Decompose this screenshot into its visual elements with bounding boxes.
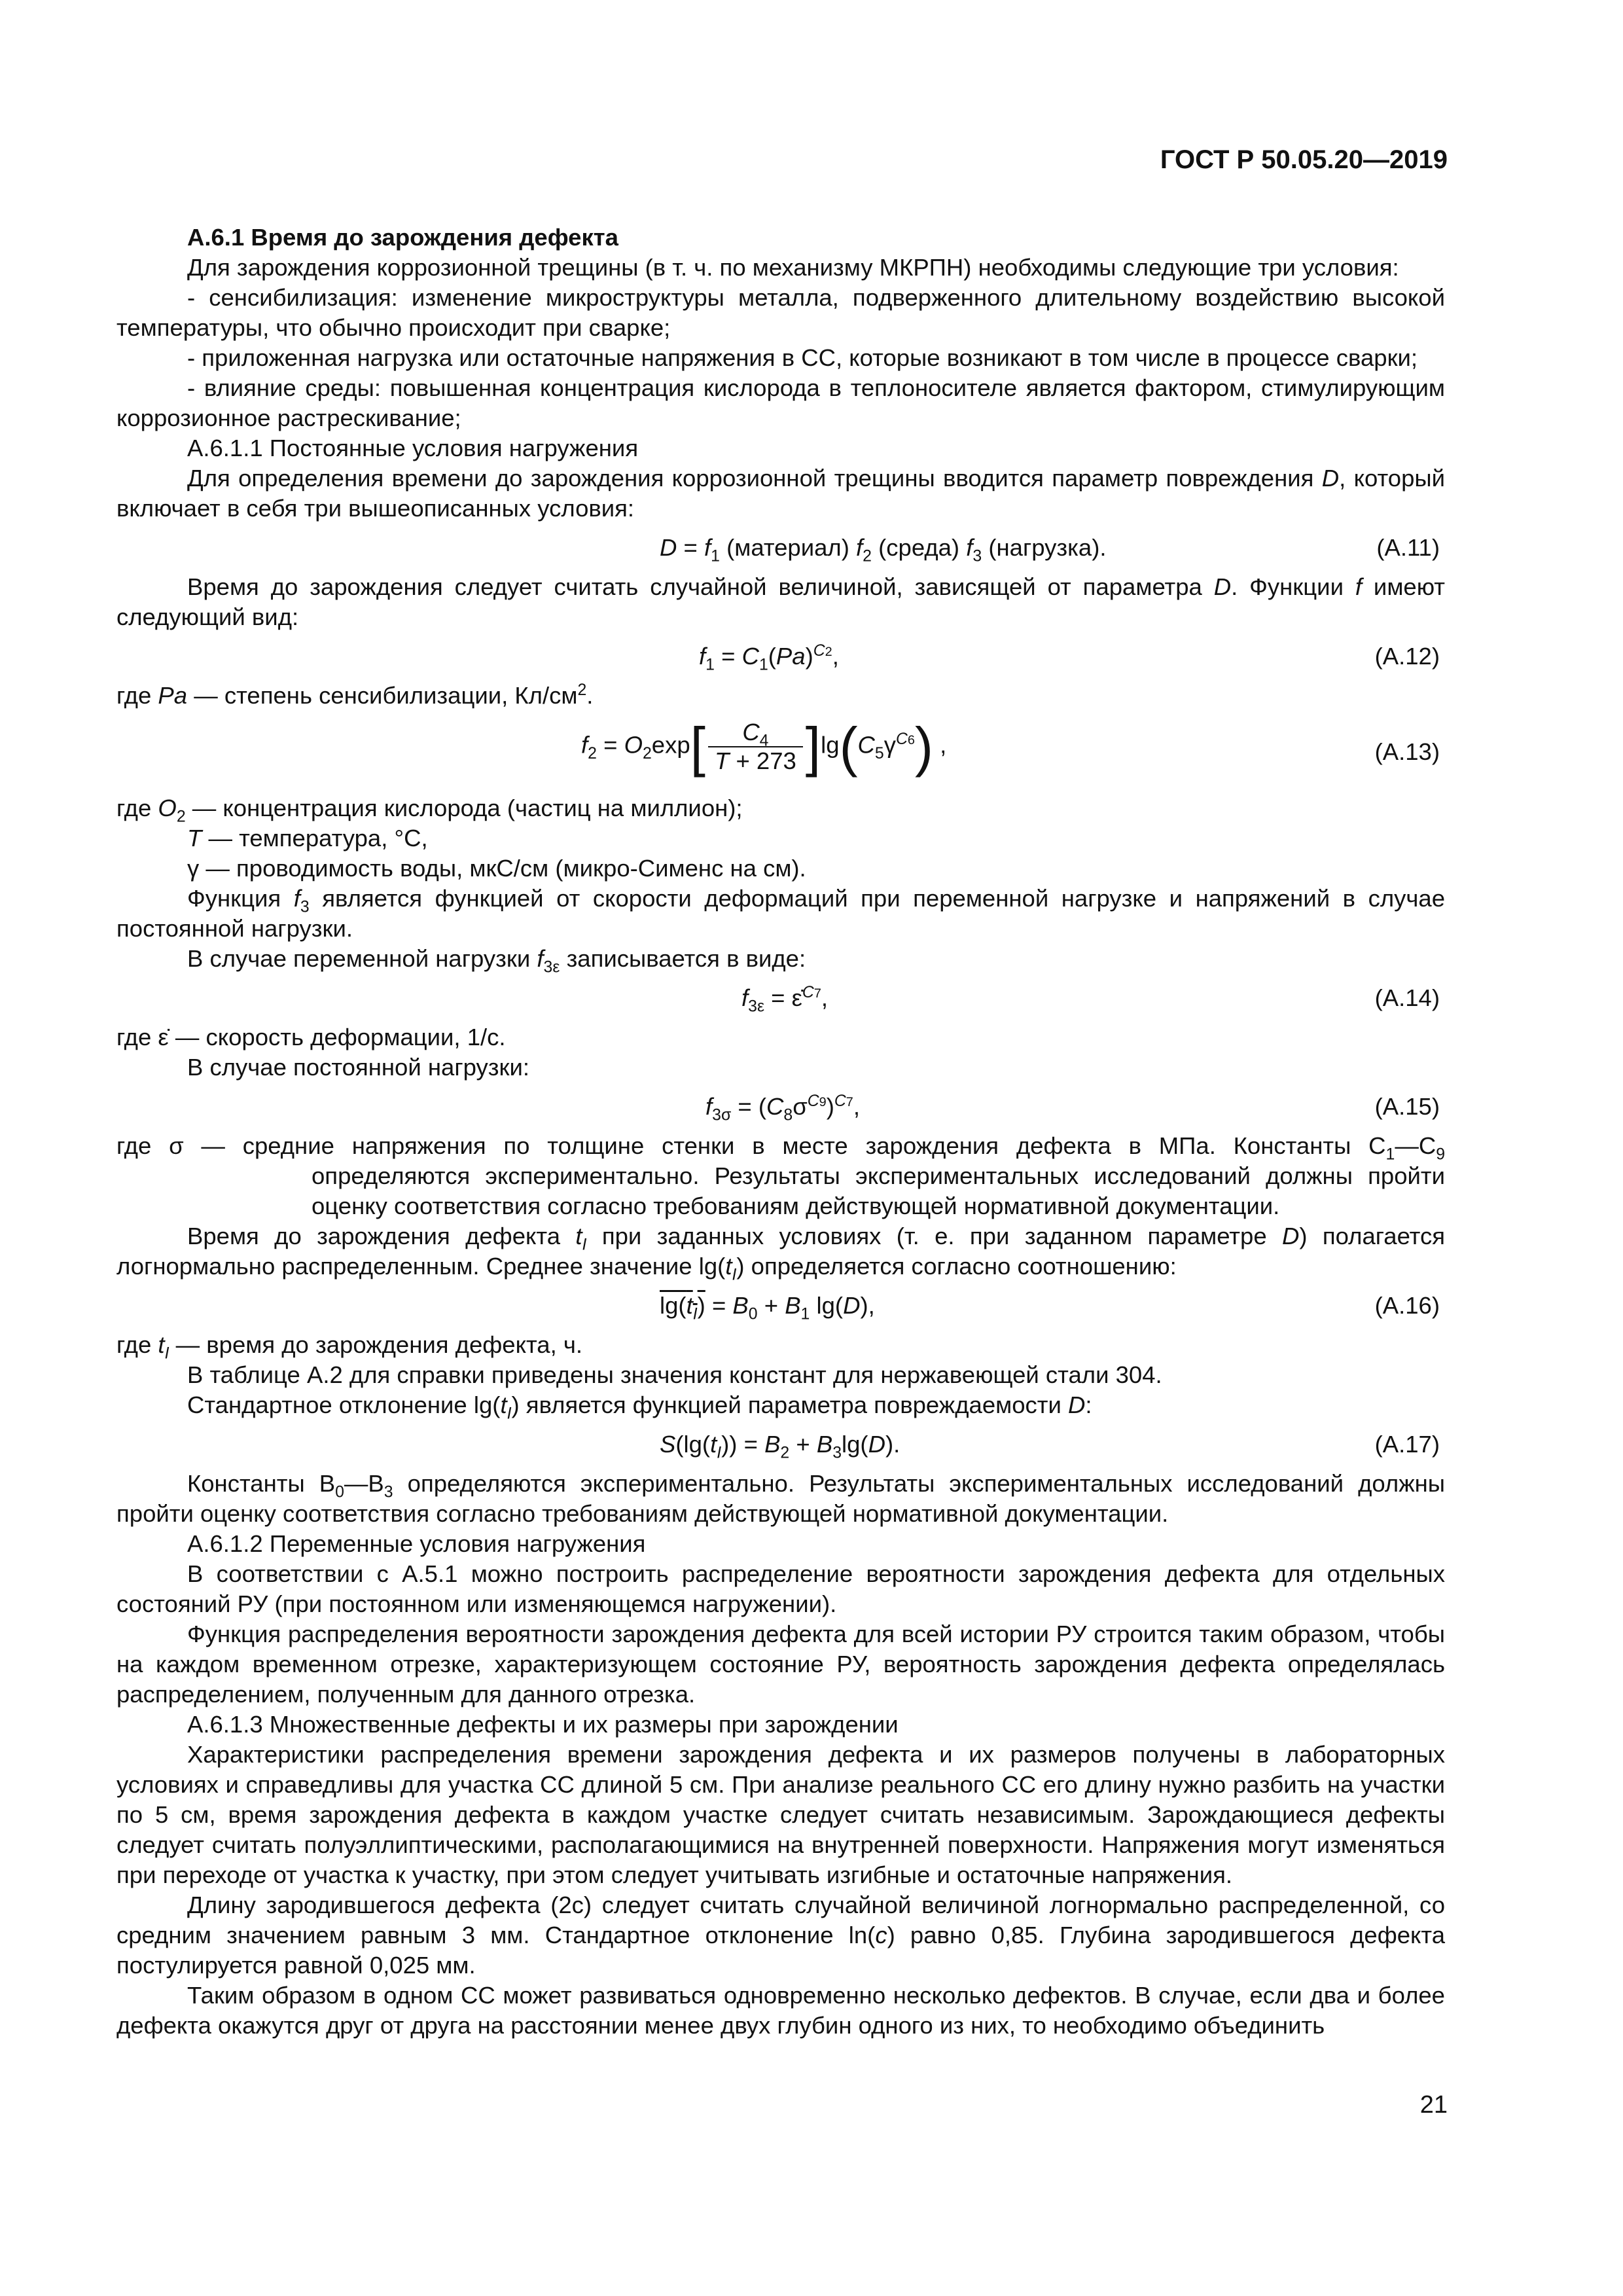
list-item: - сенсибилизация: изменение микроструктуры металла, подверженного длительному воздействию высокой температуры, что обычно происходит при сварке; [116, 284, 1445, 341]
subsection-title: А.6.1.2 Переменные условия нагружения [187, 1530, 646, 1557]
paragraph: γ — проводимость воды, мкС/см (микро-Сименс на см). [187, 855, 806, 882]
paragraph: В соответствии с А.5.1 можно построить распределение вероятности зарождения дефекта для отдельных состояний РУ (при постоянном или изменяющемся нагружении). [116, 1560, 1445, 1617]
list-item: - влияние среды: повышенная концентрация кислорода в теплоносителе является фактором, стимулирующим коррозионное растрескивание; [116, 374, 1445, 431]
paragraph: Время до зарождения следует считать случайной величиной, зависящей от параметра D. Функции f имеют следующий вид: [116, 573, 1446, 630]
paragraph: Длину зародившегося дефекта (2с) следует считать случайной величиной логнормально распределенной, со средним значением равным 3 мм. Стандартное отклонение ln(c) равно 0,85. Глубина зародившегося дефекта постулируется равной 0,025 мм. [116, 1892, 1446, 1979]
paragraph: где ε̇ — скорость деформации, 1/с. [116, 1024, 506, 1050]
paragraph: где $t_I$ — время до зарождения дефекта, ч. [116, 1331, 583, 1363]
equation-a13 [116, 716, 1445, 788]
section-title: А.6.1 Время до зарождения дефекта [187, 224, 618, 251]
equation-number: (А.11) [1376, 534, 1440, 561]
equation-number: (А.12) [1374, 643, 1440, 670]
equation-a12 [116, 637, 1445, 675]
paragraph: Функция распределения вероятности зарождения дефекта для всей истории РУ строится таким образом, чтобы на каждом временном отрезке, характеризующем состояние РУ, вероятность зарождения дефекта определялась распределением, полученным для данного отрезка. [116, 1621, 1445, 1708]
document-body [116, 223, 1445, 2041]
paragraph: Время до зарождения дефекта $t_I$ при заданных условиях (т. е. при заданном параметре D) полагается логнормально распределенным. Среднее значение $\lg(t_I)$ определяется согласно соотношению: [116, 1223, 1445, 1284]
list-item: - приложенная нагрузка или остаточные напряжения в СС, которые возникают в том числе в процессе сварки; [187, 344, 1418, 371]
paragraph: Таким образом в одном СС может развиваться одновременно несколько дефектов. В случае, если два и более дефекта окажутся друг от друга на расстоянии менее двух глубин одного из них, то необходимо объединить [116, 1982, 1445, 2039]
paragraph: В таблице А.2 для справки приведены значения констант для нержавеющей стали 304. [187, 1361, 1162, 1388]
page-number: 21 [1419, 2091, 1448, 2119]
equation-a15 [116, 1088, 1445, 1126]
paragraph: Константы $В_0—В_3$ определяются экспериментально. Результаты экспериментальных исследований должны пройти оценку соответствия согласно требованиям действующей нормативной документации. [116, 1470, 1446, 1527]
subsection-title: А.6.1.3 Множественные дефекты и их размеры при зарождении [187, 1711, 899, 1738]
equation-body: $\lg(t_I) = B_0 + B_1$ lg(D), [660, 1292, 875, 1323]
paragraph: где $O_2$ — концентрация кислорода (частиц на миллион); [116, 795, 743, 826]
equation-body: $D = f_1$ (материал) $f_2$ (среда) $f_3$ (нагрузка). [660, 534, 1107, 565]
paragraph: Характеристики распределения времени зарождения дефекта и их размеров получены в лабораторных условиях и справедливы для участка СС длиной 5 см. При анализе реального СС его длину нужно разбить на участки по 5 см, время зарождения дефекта в каждом участке следует считать независимым. Зарождающиеся дефекты следует считать полуэллиптическими, располагающимися на внутренней поверхности. Напряжения могут изменяться при переходе от участка к участку, при этом следует учитывать изгибные и остаточные напряжения. [116, 1741, 1445, 1888]
equation-number: (А.17) [1374, 1431, 1440, 1458]
equation-a16 [116, 1287, 1445, 1325]
equation-number: (А.16) [1374, 1292, 1440, 1319]
equation-a17 [116, 1426, 1445, 1463]
paragraph: где σ — средние напряжения по толщине стенки в месте зарождения дефекта в МПа. Константы $С_1—С_9$ определяются экспериментально. Результаты экспериментальных исследований должны пройти оценку соответствия согласно требованиям действующей нормативной документации. [116, 1132, 1445, 1219]
paragraph: где Pa — степень сенсибилизации, $Кл/см^2$. [116, 681, 594, 709]
equation-a14 [116, 979, 1445, 1017]
equation-body: $f_{3\varepsilon}$ = ε̇$^{C7}$, [741, 983, 829, 1016]
paragraph: В случае постоянной нагрузки: [187, 1054, 530, 1081]
paragraph: Стандартное отклонение $\lg(t_I)$ является функцией параметра повреждаемости D: [187, 1391, 1092, 1423]
document-header: ГОСТ Р 50.05.20—2019 [1160, 145, 1448, 174]
paragraph: В случае переменной нагрузки $f_{3\varepsilon}$ записывается в виде: [187, 945, 806, 977]
equation-number: (А.15) [1374, 1093, 1440, 1120]
equation-body: $f_2 = O_2\exp$[ $\frac{C_4}{T + 273}$ ]$\lg(C_5\gamma^{C6})$ , [581, 716, 947, 778]
subsection-title: А.6.1.1 Постоянные условия нагружения [187, 435, 639, 461]
paragraph: Для зарождения коррозионной трещины (в т. ч. по механизму МКРПН) необходимы следующие три условия: [187, 254, 1399, 281]
paragraph: T — температура, °С, [187, 825, 428, 852]
paragraph: Функция $f_3$ является функцией от скорости деформаций при переменной нагрузке и напряжений в случае постоянной нагрузки. [116, 885, 1445, 942]
equation-body: $f_1 = C_1(Pa)^{C2}$, [699, 641, 839, 674]
paragraph: Для определения времени до зарождения коррозионной трещины вводится параметр повреждения D, который включает в себя три вышеописанных условия: [116, 465, 1445, 522]
equation-number: (А.14) [1374, 984, 1440, 1011]
equation-a11 [116, 529, 1445, 567]
equation-body: $S(\lg(t_I)) = B_2 + B_3\lg(D)$. [660, 1431, 901, 1462]
equation-number: (А.13) [1374, 738, 1440, 765]
equation-body: $f_{3\sigma} = (C_8\sigma^{C9})^{C7}$, [705, 1092, 860, 1124]
